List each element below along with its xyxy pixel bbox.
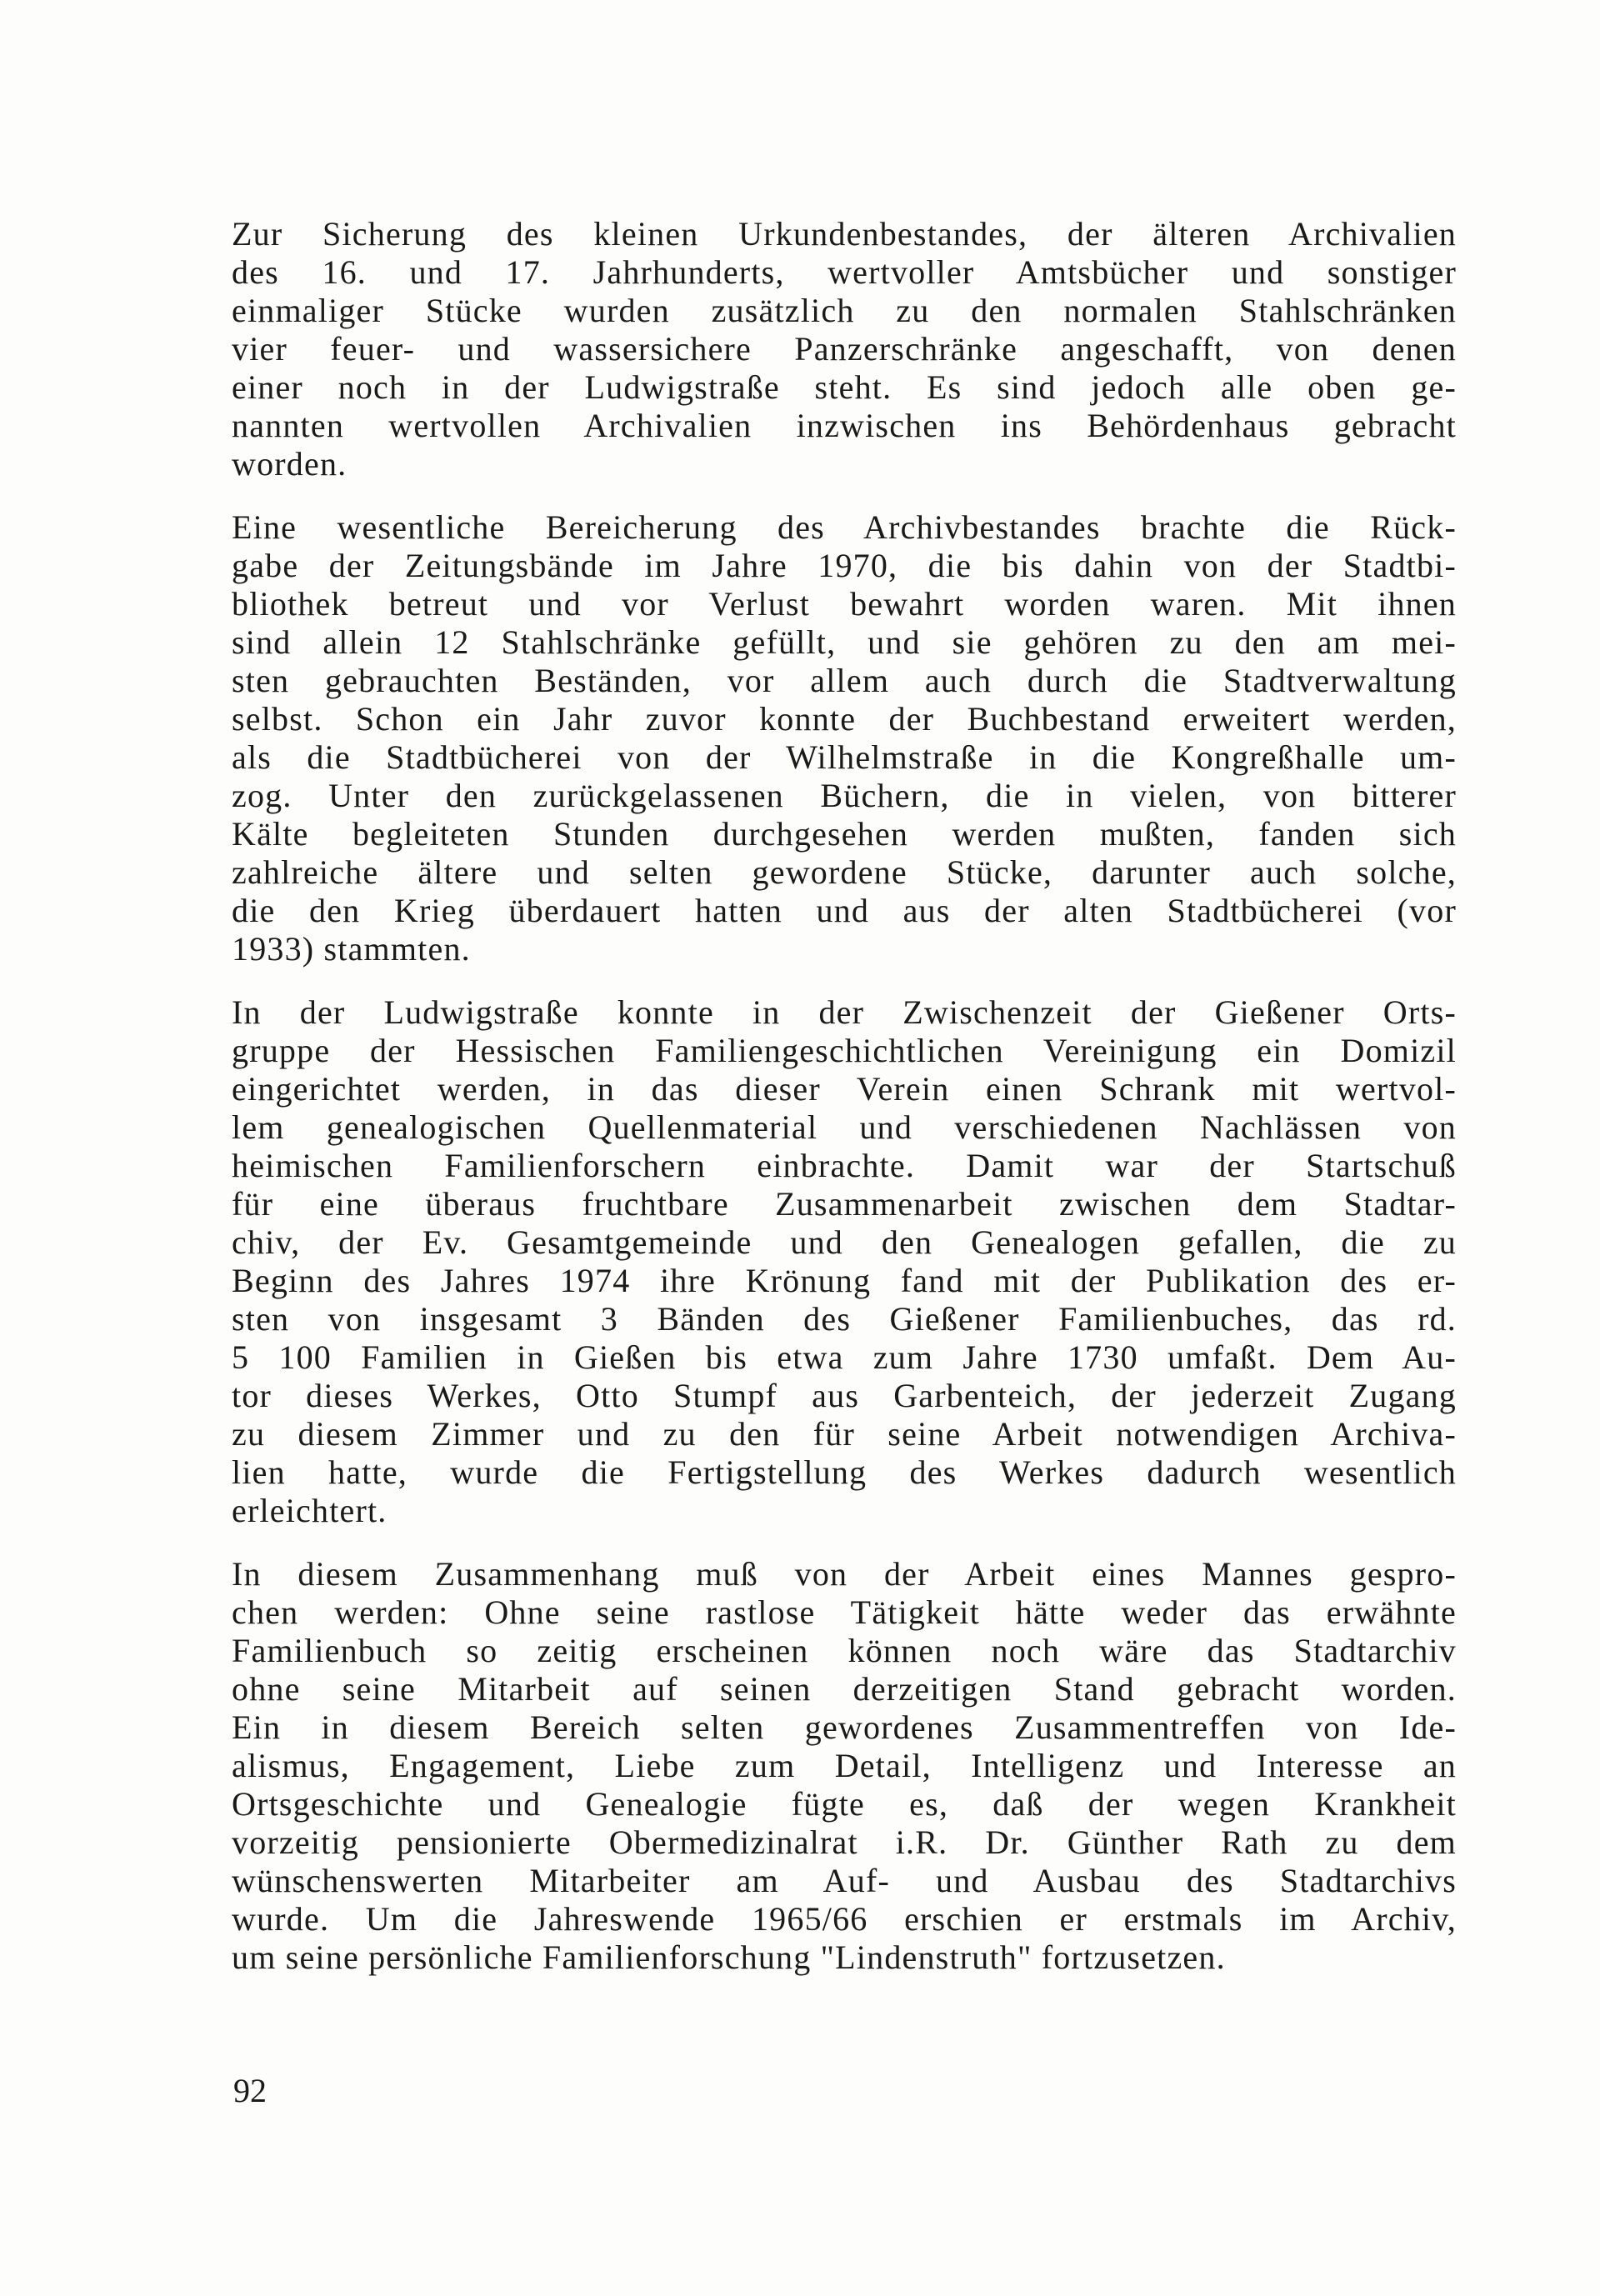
text-line: vier feuer- und wassersichere Panzerschränke angeschafft, von denen bbox=[232, 330, 1457, 368]
text-line: eingerichtet werden, in das dieser Verein einen Schrank mit wertvol- bbox=[232, 1070, 1457, 1108]
body-text bbox=[232, 215, 1457, 2002]
text-line: wurde. Um die Jahreswende 1965/66 erschien er erstmals im Archiv, bbox=[232, 1900, 1457, 1938]
text-line: sten von insgesamt 3 Bänden des Gießener Familienbuches, das rd. bbox=[232, 1300, 1457, 1338]
text-line: nannten wertvollen Archivalien inzwischen ins Behördenhaus gebracht bbox=[232, 407, 1457, 444]
page-number: 92 bbox=[233, 2072, 267, 2109]
text-line: worden. bbox=[232, 445, 348, 483]
text-line: Kälte begleiteten Stunden durchgesehen werden mußten, fanden sich bbox=[232, 815, 1457, 853]
text-line: vorzeitig pensionierte Obermedizinalrat i.R. Dr. Günther Rath zu dem bbox=[232, 1823, 1457, 1861]
text-line: Familienbuch so zeitig erscheinen können noch wäre das Stadtarchiv bbox=[232, 1632, 1457, 1669]
text-line: chiv, der Ev. Gesamtgemeinde und den Genealogen gefallen, die zu bbox=[232, 1223, 1457, 1261]
text-line: einmaliger Stücke wurden zusätzlich zu den normalen Stahlschränken bbox=[232, 292, 1457, 329]
text-line: In diesem Zusammenhang muß von der Arbeit eines Mannes gespro- bbox=[232, 1555, 1457, 1593]
text-line: für eine überaus fruchtbare Zusammenarbeit zwischen dem Stadtar- bbox=[232, 1185, 1457, 1223]
text-line: wünschenswerten Mitarbeiter am Auf- und Ausbau des Stadtarchivs bbox=[232, 1862, 1457, 1899]
text-line: zahlreiche ältere und selten gewordene Stücke, darunter auch solche, bbox=[232, 853, 1457, 891]
text-line: tor dieses Werkes, Otto Stumpf aus Garbenteich, der jederzeit Zugang bbox=[232, 1377, 1457, 1414]
text-line: alismus, Engagement, Liebe zum Detail, Intelligenz und Interesse an bbox=[232, 1747, 1457, 1784]
text-line: Eine wesentliche Bereicherung des Archivbestandes brachte die Rück- bbox=[232, 508, 1457, 546]
text-line: zog. Unter den zurückgelassenen Büchern, die in vielen, von bitterer bbox=[232, 777, 1457, 814]
text-line: sten gebrauchten Beständen, vor allem auch durch die Stadtverwaltung bbox=[232, 662, 1457, 699]
text-line: In der Ludwigstraße konnte in der Zwischenzeit der Gießener Orts- bbox=[232, 993, 1457, 1031]
text-line: bliothek betreut und vor Verlust bewahrt worden waren. Mit ihnen bbox=[232, 585, 1457, 623]
text-line: 1933) stammten. bbox=[232, 930, 471, 968]
paragraph bbox=[232, 1555, 1457, 1977]
text-line: um seine persönliche Familienforschung "Lindenstruth" fortzusetzen. bbox=[232, 1938, 1226, 1976]
text-line: selbst. Schon ein Jahr zuvor konnte der Buchbestand erweitert werden, bbox=[232, 700, 1457, 738]
text-line: chen werden: Ohne seine rastlose Tätigkeit hätte weder das erwähnte bbox=[232, 1593, 1457, 1631]
text-line: ohne seine Mitarbeit auf seinen derzeitigen Stand gebracht worden. bbox=[232, 1670, 1457, 1708]
paragraph bbox=[232, 993, 1457, 1530]
text-line: erleichtert. bbox=[232, 1492, 388, 1529]
text-line: die den Krieg überdauert hatten und aus der alten Stadtbücherei (vor bbox=[232, 892, 1457, 929]
text-line: gabe der Zeitungsbände im Jahre 1970, die bis dahin von der Stadtbi- bbox=[232, 547, 1457, 584]
text-line: lem genealogischen Quellenmaterial und verschiedenen Nachlässen von bbox=[232, 1108, 1457, 1146]
text-line: des 16. und 17. Jahrhunderts, wertvoller Amtsbücher und sonstiger bbox=[232, 253, 1457, 291]
text-line: Ein in diesem Bereich selten gewordenes Zusammentreffen von Ide- bbox=[232, 1708, 1457, 1746]
text-line: einer noch in der Ludwigstraße steht. Es sind jedoch alle oben ge- bbox=[232, 368, 1457, 406]
text-line: als die Stadtbücherei von der Wilhelmstraße in die Kongreßhalle um- bbox=[232, 738, 1457, 776]
text-line: gruppe der Hessischen Familiengeschichtlichen Vereinigung ein Domizil bbox=[232, 1032, 1457, 1069]
text-line: 5 100 Familien in Gießen bis etwa zum Jahre 1730 umfaßt. Dem Au- bbox=[232, 1338, 1457, 1376]
text-line: heimischen Familienforschern einbrachte. Damit war der Startschuß bbox=[232, 1147, 1457, 1184]
text-line: zu diesem Zimmer und zu den für seine Arbeit notwendigen Archiva- bbox=[232, 1415, 1457, 1453]
paragraph bbox=[232, 508, 1457, 968]
text-line: Beginn des Jahres 1974 ihre Krönung fand mit der Publikation des er- bbox=[232, 1262, 1457, 1299]
text-line: Zur Sicherung des kleinen Urkundenbestandes, der älteren Archivalien bbox=[232, 215, 1457, 253]
paragraph bbox=[232, 215, 1457, 483]
text-line: lien hatte, wurde die Fertigstellung des Werkes dadurch wesentlich bbox=[232, 1453, 1457, 1491]
text-line: Ortsgeschichte und Genealogie fügte es, daß der wegen Krankheit bbox=[232, 1785, 1457, 1823]
text-line: sind allein 12 Stahlschränke gefüllt, und sie gehören zu den am mei- bbox=[232, 623, 1457, 661]
